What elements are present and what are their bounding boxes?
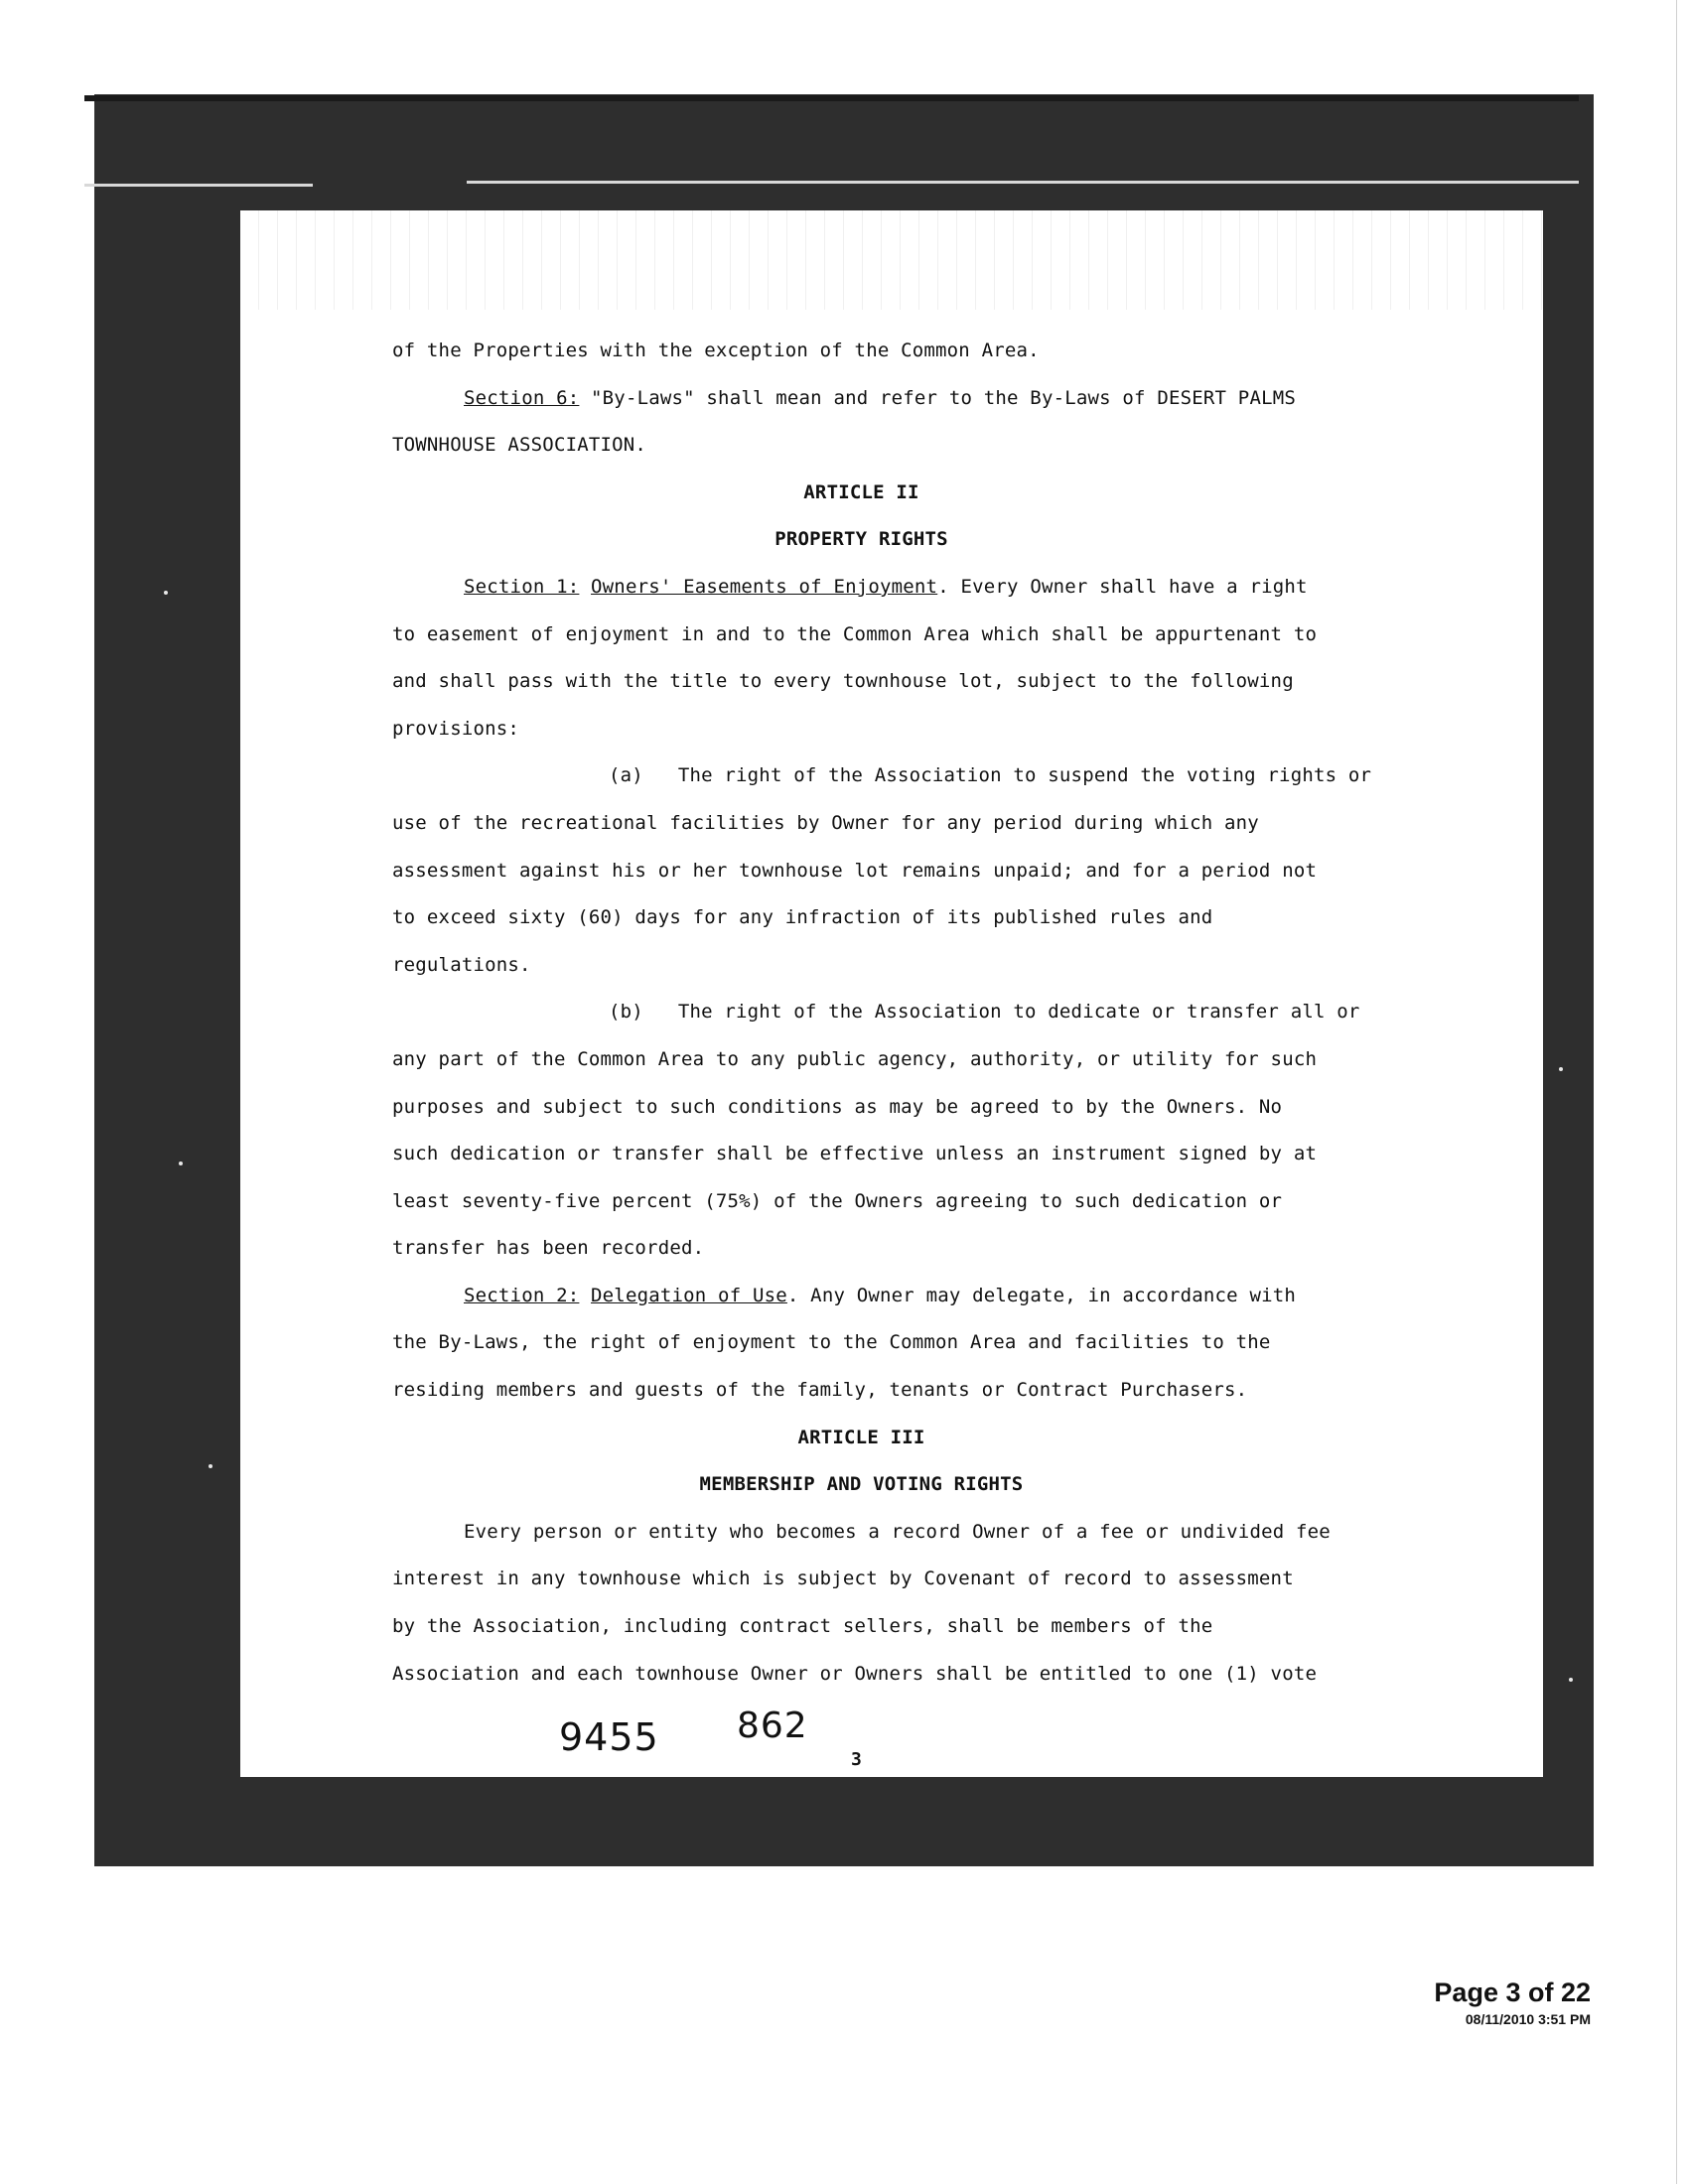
clause-a-first-line: (a) The right of the Association to suspend the voting rights or <box>609 764 1372 787</box>
text-line: to easement of enjoyment in and to the Common Area which shall be appurtenant to <box>392 622 1318 645</box>
scan-top-edge <box>84 95 1579 101</box>
section-1-first-line <box>392 564 1331 612</box>
page-count-label: Page 3 of 22 <box>1434 1978 1591 2007</box>
text-line: transfer has been recorded. <box>392 1237 705 1260</box>
scan-speck <box>179 1161 183 1165</box>
text-line: residing members and guests of the family, tenants or Contract Purchasers. <box>392 1379 1248 1402</box>
text-line: Association and each townhouse Owner or Owners shall be entitled to one (1) vote <box>392 1662 1318 1685</box>
text-line: by the Association, including contract sellers, shall be members of the <box>392 1615 1213 1638</box>
article-2-heading: ARTICLE II <box>803 480 919 503</box>
text-line: least seventy-five percent (75%) of the Owners agreeing to such dedication or <box>392 1189 1283 1212</box>
section-6-text: "By-Laws" shall mean and refer to the By-Laws of DESERT PALMS <box>579 386 1297 409</box>
recording-book-number: 9455 <box>559 1715 659 1759</box>
scan-speck <box>1559 1067 1563 1071</box>
text-line: use of the recreational facilities by Owner for any period during which any <box>392 811 1259 834</box>
article-2-subheading: PROPERTY RIGHTS <box>774 528 948 551</box>
section-6 <box>392 375 1331 423</box>
text-line: Every person or entity who becomes a record Owner of a fee or undivided fee <box>464 1520 1331 1543</box>
text-line: regulations. <box>392 953 531 976</box>
section-2-title: Delegation of Use <box>591 1284 787 1306</box>
text-line: assessment against his or her townhouse lot remains unpaid; and for a period not <box>392 859 1318 882</box>
scan-speck <box>1569 1678 1573 1682</box>
section-2-text: . Any Owner may delegate, in accordance with <box>786 1284 1297 1306</box>
scan-artifact-line <box>467 181 1579 184</box>
text-line: TOWNHOUSE ASSOCIATION. <box>392 434 647 457</box>
page-edge <box>1676 0 1677 2184</box>
clause-b-first-line: (b) The right of the Association to dedicate or transfer all or <box>609 1001 1360 1024</box>
text-line: of the Properties with the exception of the Common Area. <box>392 340 1040 361</box>
scan-noise <box>240 210 1543 310</box>
article-3-subheading: MEMBERSHIP AND VOTING RIGHTS <box>699 1473 1024 1496</box>
scan-artifact-line <box>84 184 313 187</box>
section-2-label: Section 2: <box>464 1284 580 1306</box>
text-line: the By-Laws, the right of enjoyment to the Common Area and facilities to the <box>392 1331 1271 1354</box>
section-6-label: Section 6: <box>464 386 580 409</box>
page-number: 3 <box>851 1749 862 1770</box>
section-1-label: Section 1: <box>464 575 580 598</box>
document-body <box>392 328 1372 1698</box>
text-line: such dedication or transfer shall be effective unless an instrument signed by at <box>392 1143 1318 1165</box>
text-line: provisions: <box>392 717 520 740</box>
text-line: any part of the Common Area to any public agency, authority, or utility for such <box>392 1047 1318 1070</box>
section-1-title: Owners' Easements of Enjoyment <box>591 575 938 598</box>
article-3-heading: ARTICLE III <box>797 1426 925 1448</box>
recording-page-number: 862 <box>737 1706 808 1746</box>
scan-speck <box>164 591 168 595</box>
text-line: to exceed sixty (60) days for any infraction of its published rules and <box>392 906 1213 929</box>
scan-speck <box>209 1464 212 1468</box>
text-line: and shall pass with the title to every townhouse lot, subject to the following <box>392 670 1294 693</box>
print-timestamp: 08/11/2010 3:51 PM <box>1465 2011 1591 2027</box>
section-1-text: . Every Owner shall have a right <box>937 575 1308 598</box>
text-line: interest in any townhouse which is subject by Covenant of record to assessment <box>392 1568 1294 1590</box>
section-2-first-line <box>392 1273 1331 1320</box>
text-line: purposes and subject to such conditions as may be agreed to by the Owners. No <box>392 1095 1283 1118</box>
